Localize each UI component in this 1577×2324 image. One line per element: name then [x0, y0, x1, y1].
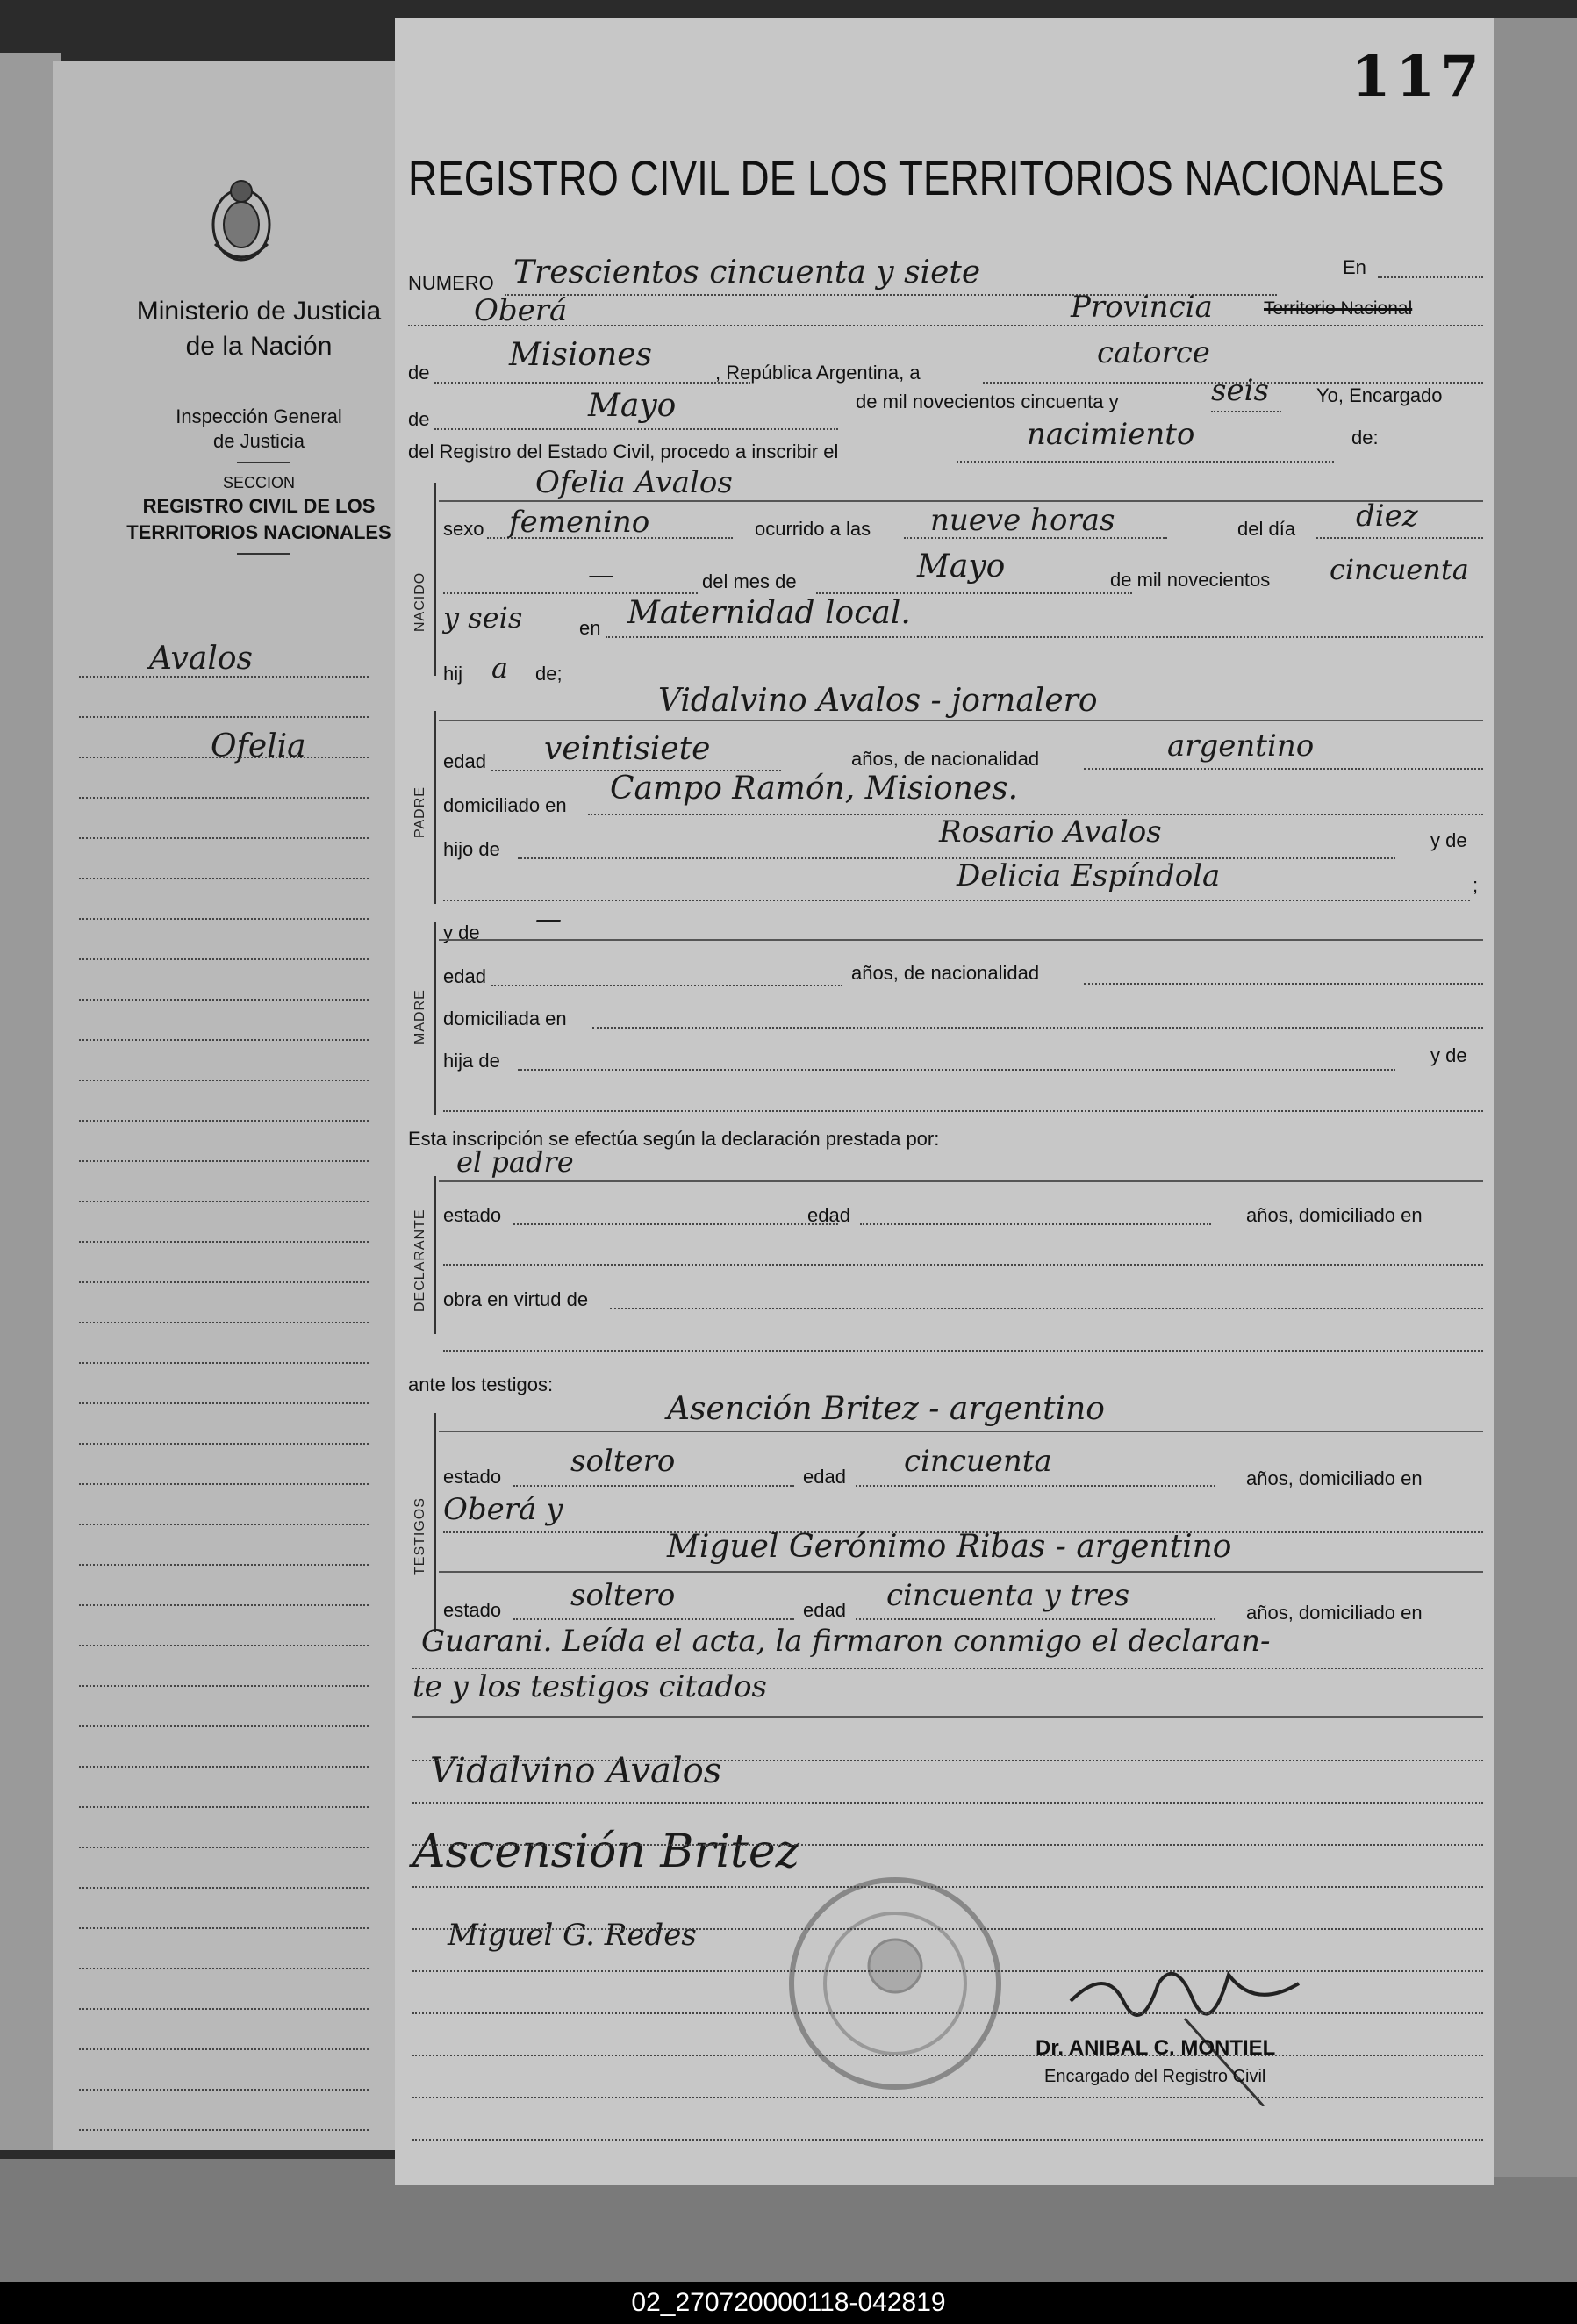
padre-nac-label: años, de nacionalidad	[851, 748, 1040, 770]
ocurrido-label: ocurrido a las	[755, 518, 871, 540]
margin-rule	[79, 797, 369, 799]
official-title: Encargado del Registro Civil	[1044, 2067, 1266, 2086]
margin-rule	[79, 2048, 369, 2050]
padre-edad-value: veintisiete	[544, 731, 711, 767]
right-page-edge	[1494, 18, 1577, 2177]
event-value: nacimiento	[1027, 417, 1195, 452]
testigos-bracket	[434, 1413, 436, 1632]
signature-rule	[412, 1760, 1483, 1761]
padre-dom-label: domiciliado en	[443, 794, 567, 816]
declarante-estado-label: estado	[443, 1204, 502, 1226]
margin-rule	[79, 1201, 369, 1202]
signature-father: Vidalvino Avalos	[430, 1751, 722, 1791]
testigos-section-label: TESTIGOS	[412, 1497, 427, 1575]
dia-value: diez	[1356, 499, 1418, 534]
nacido-bracket	[434, 483, 436, 676]
hora-value: nueve horas	[930, 503, 1115, 538]
signature-rule	[412, 1844, 1483, 1846]
margin-rule	[79, 999, 369, 1001]
margin-name: Ofelia	[211, 728, 306, 764]
inspection-label-2: de Justicia	[213, 430, 305, 452]
mes-value: Mayo	[917, 549, 1006, 585]
signature-rule	[412, 1886, 1483, 1888]
margin-rule	[79, 1402, 369, 1404]
numero-label: NUMERO	[408, 272, 494, 294]
madre-hija-label: hija de	[443, 1050, 500, 1072]
signature-rule	[412, 1928, 1483, 1930]
margin-rule	[79, 1685, 369, 1687]
margin-rule	[79, 1887, 369, 1889]
margin-rule	[79, 1847, 369, 1848]
declarante-section-label: DECLARANTE	[412, 1209, 427, 1312]
province-value: Provincia	[1071, 290, 1213, 325]
de-label-2: de	[408, 408, 430, 430]
margin-rule	[79, 1483, 369, 1485]
signature-rule	[412, 2139, 1483, 2141]
de-label: de	[408, 362, 430, 384]
inspection-label: Inspección General	[176, 405, 342, 427]
registry-label-2: TERRITORIOS NACIONALES	[126, 521, 391, 543]
witness2-estado-label: estado	[443, 1599, 502, 1621]
obra-label: obra en virtud de	[443, 1288, 589, 1310]
witness1-anos-label: años, domiciliado en	[1246, 1467, 1423, 1489]
declarante-anos-label: años, domiciliado en	[1246, 1204, 1423, 1226]
padre-edad-label: edad	[443, 750, 486, 772]
madre-dash: —	[535, 904, 562, 935]
witness1-edad-value: cincuenta	[904, 1444, 1052, 1479]
encargado-label: Yo, Encargado	[1316, 384, 1443, 406]
page-title: REGISTRO CIVIL DE LOS TERRITORIOS NACIONALES	[408, 150, 1444, 205]
sexo-value: femenino	[509, 505, 650, 540]
madre-bracket	[434, 922, 436, 1115]
official-seal-icon	[781, 1869, 1009, 2098]
right-page	[395, 18, 1494, 2185]
ministry-label-2: de la Nación	[185, 332, 333, 361]
margin-rule	[79, 1039, 369, 1041]
nacido-name: Ofelia Avalos	[535, 465, 733, 500]
padre-yde-label: y de	[1430, 829, 1467, 851]
image-caption: 02_270720000118-042819	[0, 2282, 1577, 2324]
year-value: seis	[1211, 373, 1269, 408]
madre-dom-label: domiciliada en	[443, 1008, 567, 1029]
padre-mother-value: Delicia Espíndola	[957, 858, 1221, 893]
margin-rule	[79, 716, 369, 718]
margin-rule	[79, 2089, 369, 2091]
margin-rule	[79, 1362, 369, 1364]
margin-rule	[79, 1604, 369, 1606]
margin-surname: Avalos	[149, 641, 254, 677]
padre-name: Vidalvino Avalos - jornalero	[658, 683, 1098, 719]
margin-rule	[79, 1241, 369, 1243]
padre-semicolon: ;	[1473, 874, 1479, 896]
witness2-estado-value: soltero	[570, 1578, 676, 1613]
official-name: Dr. ANIBAL C. MONTIEL	[1036, 2036, 1276, 2060]
ministry-label: Ministerio de Justicia	[136, 297, 382, 326]
republic-label: , República Argentina, a	[715, 362, 921, 384]
signature-rule	[412, 1970, 1483, 1972]
margin-rule	[79, 1080, 369, 1081]
mil-label: de mil novecientos	[1110, 569, 1271, 591]
margin-rule	[79, 1806, 369, 1808]
witness1-name: Asención Britez - argentino	[667, 1391, 1105, 1427]
folio-number: 117	[1351, 44, 1485, 110]
margin-rule	[79, 837, 369, 839]
margin-rule	[79, 1645, 369, 1646]
margin-rule	[79, 2129, 369, 2131]
witness2-anos-label: años, domiciliado en	[1246, 1602, 1423, 1624]
testigos-intro: ante los testigos:	[408, 1374, 554, 1395]
coat-of-arms-icon	[202, 174, 281, 270]
registry-label: REGISTRO CIVIL DE LOS	[142, 495, 376, 517]
witness1-estado-value: soltero	[570, 1444, 676, 1479]
margin-rule	[79, 1443, 369, 1445]
signature-witness2: Miguel G. Redes	[448, 1918, 697, 1953]
madre-yde-label-2: y de	[1430, 1044, 1467, 1066]
witness1-edad-label: edad	[803, 1466, 846, 1488]
year-label: de mil novecientos cincuenta y	[856, 391, 1119, 412]
y-seis-value: y seis	[443, 601, 523, 635]
de-colon: de:	[1351, 427, 1379, 448]
margin-rule	[79, 1927, 369, 1929]
en-label: En	[1343, 256, 1366, 278]
witness2-edad-label: edad	[803, 1599, 846, 1621]
signature-rule	[412, 1802, 1483, 1804]
margin-rule	[79, 1524, 369, 1525]
hij-label: hij	[443, 663, 463, 685]
nacido-dash: —	[588, 560, 614, 591]
nacido-section-label: NACIDO	[412, 571, 427, 632]
margin-rule	[79, 676, 369, 678]
line4-label: del Registro del Estado Civil, procedo a inscribir el	[408, 441, 839, 463]
margin-rule	[79, 1564, 369, 1566]
margin-rule	[79, 1160, 369, 1162]
lugar-value: Maternidad local.	[627, 595, 911, 631]
margin-rule	[79, 1281, 369, 1283]
misiones-value: Misiones	[509, 337, 653, 373]
signature-rule	[412, 2012, 1483, 2014]
signature-witness1: Ascensión Britez	[412, 1825, 800, 1878]
margin-rule	[79, 757, 369, 758]
padre-nac-value: argentino	[1167, 728, 1315, 764]
margin-rule	[79, 1322, 369, 1323]
padre-bracket	[434, 711, 436, 904]
declarante-intro: Esta inscripción se efectúa según la declaración prestada por:	[408, 1128, 940, 1150]
madre-yde-label: y de	[443, 922, 480, 943]
territory-struck: Territorio Nacional	[1264, 298, 1413, 319]
month-value: Mayo	[588, 388, 677, 424]
hijo-de-label: hijo de	[443, 838, 500, 860]
place-value: Oberá	[474, 293, 568, 328]
sexo-label: sexo	[443, 518, 484, 540]
margin-rule	[79, 878, 369, 879]
padre-father-value: Rosario Avalos	[939, 814, 1162, 850]
witness2-dom-line-2: te y los testigos citados	[412, 1669, 767, 1704]
nacido-en-label: en	[579, 617, 601, 639]
witness2-name: Miguel Gerónimo Ribas - argentino	[667, 1529, 1232, 1565]
margin-rule	[79, 1968, 369, 1969]
divider	[237, 462, 290, 463]
witness2-edad-value: cincuenta y tres	[886, 1578, 1130, 1613]
margin-rule	[79, 1766, 369, 1768]
padre-section-label: PADRE	[412, 786, 427, 838]
madre-edad-label: edad	[443, 965, 486, 987]
hij-de-label: de;	[535, 663, 563, 685]
witness2-dom-line: Guarani. Leída el acta, la firmaron conmigo el declaran-	[421, 1624, 1271, 1659]
declarante-edad-label: edad	[807, 1204, 850, 1226]
witness1-dom-value: Oberá y	[443, 1492, 563, 1527]
madre-nac-label: años, de nacionalidad	[851, 962, 1040, 984]
dia-label: del día	[1237, 518, 1296, 540]
padre-dom-value: Campo Ramón, Misiones.	[610, 771, 1019, 807]
margin-rule	[79, 1120, 369, 1122]
declarante-value: el padre	[456, 1145, 574, 1179]
section-label: SECCION	[222, 474, 295, 491]
day-value: catorce	[1097, 335, 1210, 370]
margin-rule	[79, 918, 369, 920]
signature-rule	[412, 2097, 1483, 2098]
witness1-estado-label: estado	[443, 1466, 502, 1488]
margin-rule	[79, 2008, 369, 2010]
left-page	[53, 61, 397, 2150]
madre-section-label: MADRE	[412, 989, 427, 1044]
margin-rule	[79, 1725, 369, 1727]
signature-rule	[412, 2055, 1483, 2056]
numero-value: Trescientos cincuenta y siete	[513, 255, 981, 290]
mil-value: cincuenta	[1330, 553, 1469, 586]
margin-rule	[79, 958, 369, 960]
mes-label: del mes de	[702, 570, 797, 592]
declarante-bracket	[434, 1176, 436, 1334]
hij-value: a	[491, 651, 509, 685]
divider	[237, 553, 290, 555]
